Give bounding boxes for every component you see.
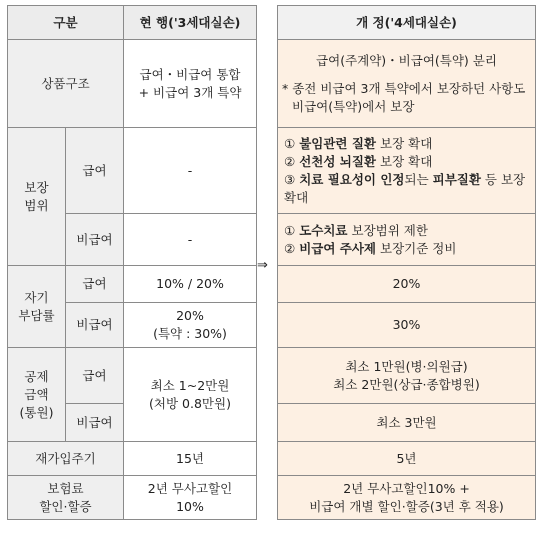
renewal-current: 15년 xyxy=(124,442,257,476)
coverage-covered-revised xyxy=(278,128,536,214)
coverage-label: 보장 범위 xyxy=(8,128,66,266)
coverage-covered-item: ② 선천성 뇌질환 보장 확대 xyxy=(284,153,433,169)
coverage-covered-item: ③ 치료 필요성이 인정되는 피부질환 등 보장 확대 xyxy=(284,171,526,205)
coverage-noncovered-revised xyxy=(278,214,536,266)
category-header: 구분 xyxy=(8,6,124,40)
copay-covered-label: 급여 xyxy=(66,266,124,303)
product-structure-current: 급여・비급여 통합 + 비급여 3개 특약 xyxy=(124,40,257,128)
deductible-covered-label: 급여 xyxy=(66,348,124,404)
copay-noncovered-revised: 30% xyxy=(278,303,536,348)
copay-label: 자기 부담률 xyxy=(8,266,66,348)
premium-revised: 2년 무사고할인10% + 비급여 개별 할인·할증(3년 후 적용) xyxy=(278,476,536,520)
revised-header: 개 정('4세대실손) xyxy=(278,6,536,40)
coverage-covered-label: 급여 xyxy=(66,128,124,214)
deductible-current: 최소 1~2만원 (처방 0.8만원) xyxy=(124,348,257,442)
deductible-noncovered-label: 비급여 xyxy=(66,404,124,442)
coverage-noncovered-item: ① 도수치료 보장범위 제한 xyxy=(284,222,428,238)
coverage-noncovered-label: 비급여 xyxy=(66,214,124,266)
coverage-noncovered-current: - xyxy=(124,214,257,266)
coverage-noncovered-item: ② 비급여 주사제 보장기준 정비 xyxy=(284,240,457,256)
product-structure-label: 상품구조 xyxy=(8,40,124,128)
copay-covered-revised: 20% xyxy=(278,266,536,303)
revised-table xyxy=(277,5,536,520)
copay-covered-current: 10% / 20% xyxy=(124,266,257,303)
premium-label: 보험료 할인·할증 xyxy=(8,476,124,520)
deductible-covered-revised: 최소 1만원(병·의원급) 최소 2만원(상급·종합병원) xyxy=(278,348,536,404)
renewal-revised: 5년 xyxy=(278,442,536,476)
copay-noncovered-current: 20% (특약 : 30%) xyxy=(124,303,257,348)
product-structure-revised: 급여(주계약)・비급여(특약) 분리 * 종전 비급여 3개 특약에서 보장하던 사항도 비급여(특약)에서 보장 xyxy=(278,40,536,128)
current-table xyxy=(7,5,257,520)
deductible-label: 공제 금액 (통원) xyxy=(8,348,66,442)
copay-noncovered-label: 비급여 xyxy=(66,303,124,348)
renewal-label: 재가입주기 xyxy=(8,442,124,476)
arrow-icon: ⇒ xyxy=(257,258,268,273)
coverage-covered-current: - xyxy=(124,128,257,214)
current-header: 현 행('3세대실손) xyxy=(124,6,257,40)
deductible-noncovered-revised: 최소 3만원 xyxy=(278,404,536,442)
premium-current: 2년 무사고할인 10% xyxy=(124,476,257,520)
coverage-covered-item: ① 불임관련 질환 보장 확대 xyxy=(284,135,433,151)
